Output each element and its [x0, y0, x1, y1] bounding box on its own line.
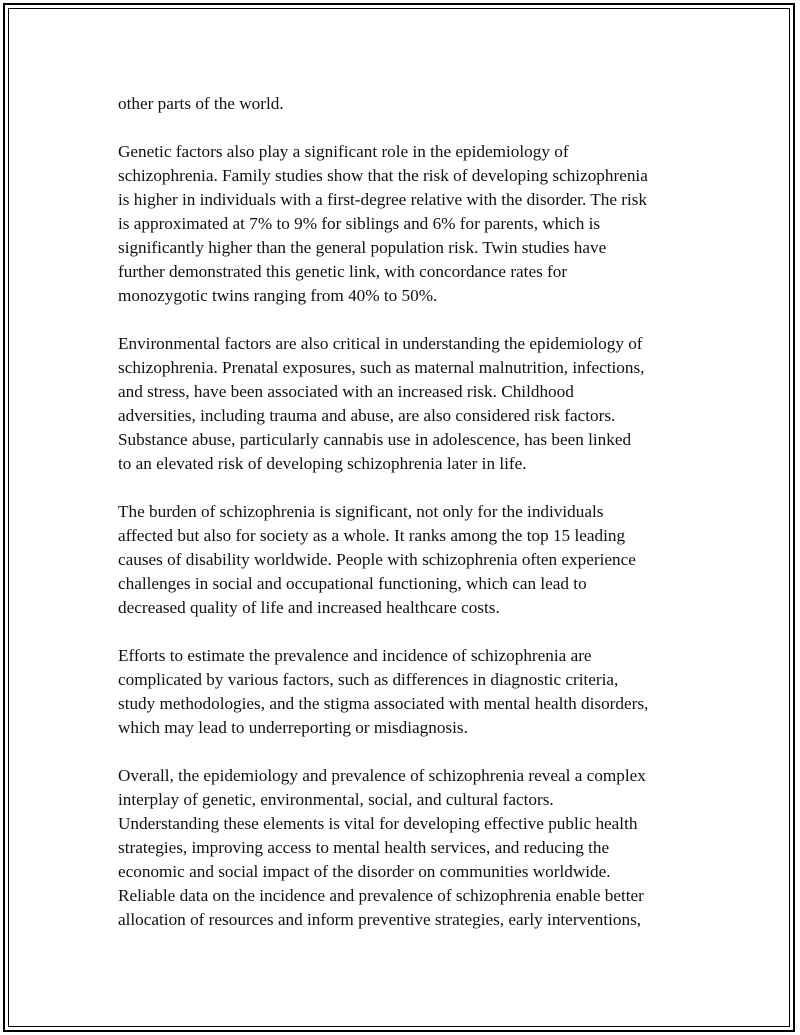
text-line: Environmental factors are also critical in understanding the epidemiology of	[118, 334, 643, 353]
text-line: further demonstrated this genetic link, with concordance rates for	[118, 262, 568, 281]
text-line: is higher in individuals with a first-degree relative with the disorder. The risk	[118, 190, 648, 209]
text-line: other parts of the world.	[118, 94, 284, 113]
text-line: The burden of schizophrenia is significant, not only for the individuals	[118, 502, 604, 521]
text-line: economic and social impact of the disorder on communities worldwide.	[118, 862, 611, 881]
text-line: is approximated at 7% to 9% for siblings and 6% for parents, which is	[118, 214, 601, 233]
text-line: strategies, improving access to mental health services, and reducing the	[118, 838, 610, 857]
text-line: monozygotic twins ranging from 40% to 50%.	[118, 286, 438, 305]
text-line: and stress, have been associated with an increased risk. Childhood	[118, 382, 574, 401]
paragraph	[118, 92, 698, 116]
paragraph	[118, 500, 698, 620]
text-line: causes of disability worldwide. People with schizophrenia often experience	[118, 550, 636, 569]
text-line: significantly higher than the general population risk. Twin studies have	[118, 238, 607, 257]
text-line: Genetic factors also play a significant role in the epidemiology of	[118, 142, 569, 161]
text-line: complicated by various factors, such as differences in diagnostic criteria,	[118, 670, 619, 689]
text-line: decreased quality of life and increased healthcare costs.	[118, 598, 500, 617]
text-line: which may lead to underreporting or misdiagnosis.	[118, 718, 468, 737]
paragraph	[118, 644, 698, 740]
text-line: Understanding these elements is vital for developing effective public health	[118, 814, 638, 833]
text-line: to an elevated risk of developing schizophrenia later in life.	[118, 454, 527, 473]
text-line: allocation of resources and inform preventive strategies, early interventions,	[118, 910, 642, 929]
paragraph	[118, 764, 698, 932]
text-line: study methodologies, and the stigma associated with mental health disorders,	[118, 694, 649, 713]
text-line: Substance abuse, particularly cannabis use in adolescence, has been linked	[118, 430, 632, 449]
document-body	[118, 92, 698, 956]
text-line: affected but also for society as a whole. It ranks among the top 15 leading	[118, 526, 626, 545]
text-line: adversities, including trauma and abuse, are also considered risk factors.	[118, 406, 616, 425]
text-line: Overall, the epidemiology and prevalence of schizophrenia reveal a complex	[118, 766, 646, 785]
paragraph	[118, 140, 698, 308]
text-line: Reliable data on the incidence and prevalence of schizophrenia enable better	[118, 886, 644, 905]
text-line: schizophrenia. Prenatal exposures, such as maternal malnutrition, infections,	[118, 358, 645, 377]
text-line: Efforts to estimate the prevalence and incidence of schizophrenia are	[118, 646, 592, 665]
text-line: interplay of genetic, environmental, social, and cultural factors.	[118, 790, 554, 809]
paragraph	[118, 332, 698, 476]
text-line: challenges in social and occupational functioning, which can lead to	[118, 574, 587, 593]
text-line: schizophrenia. Family studies show that the risk of developing schizophrenia	[118, 166, 648, 185]
